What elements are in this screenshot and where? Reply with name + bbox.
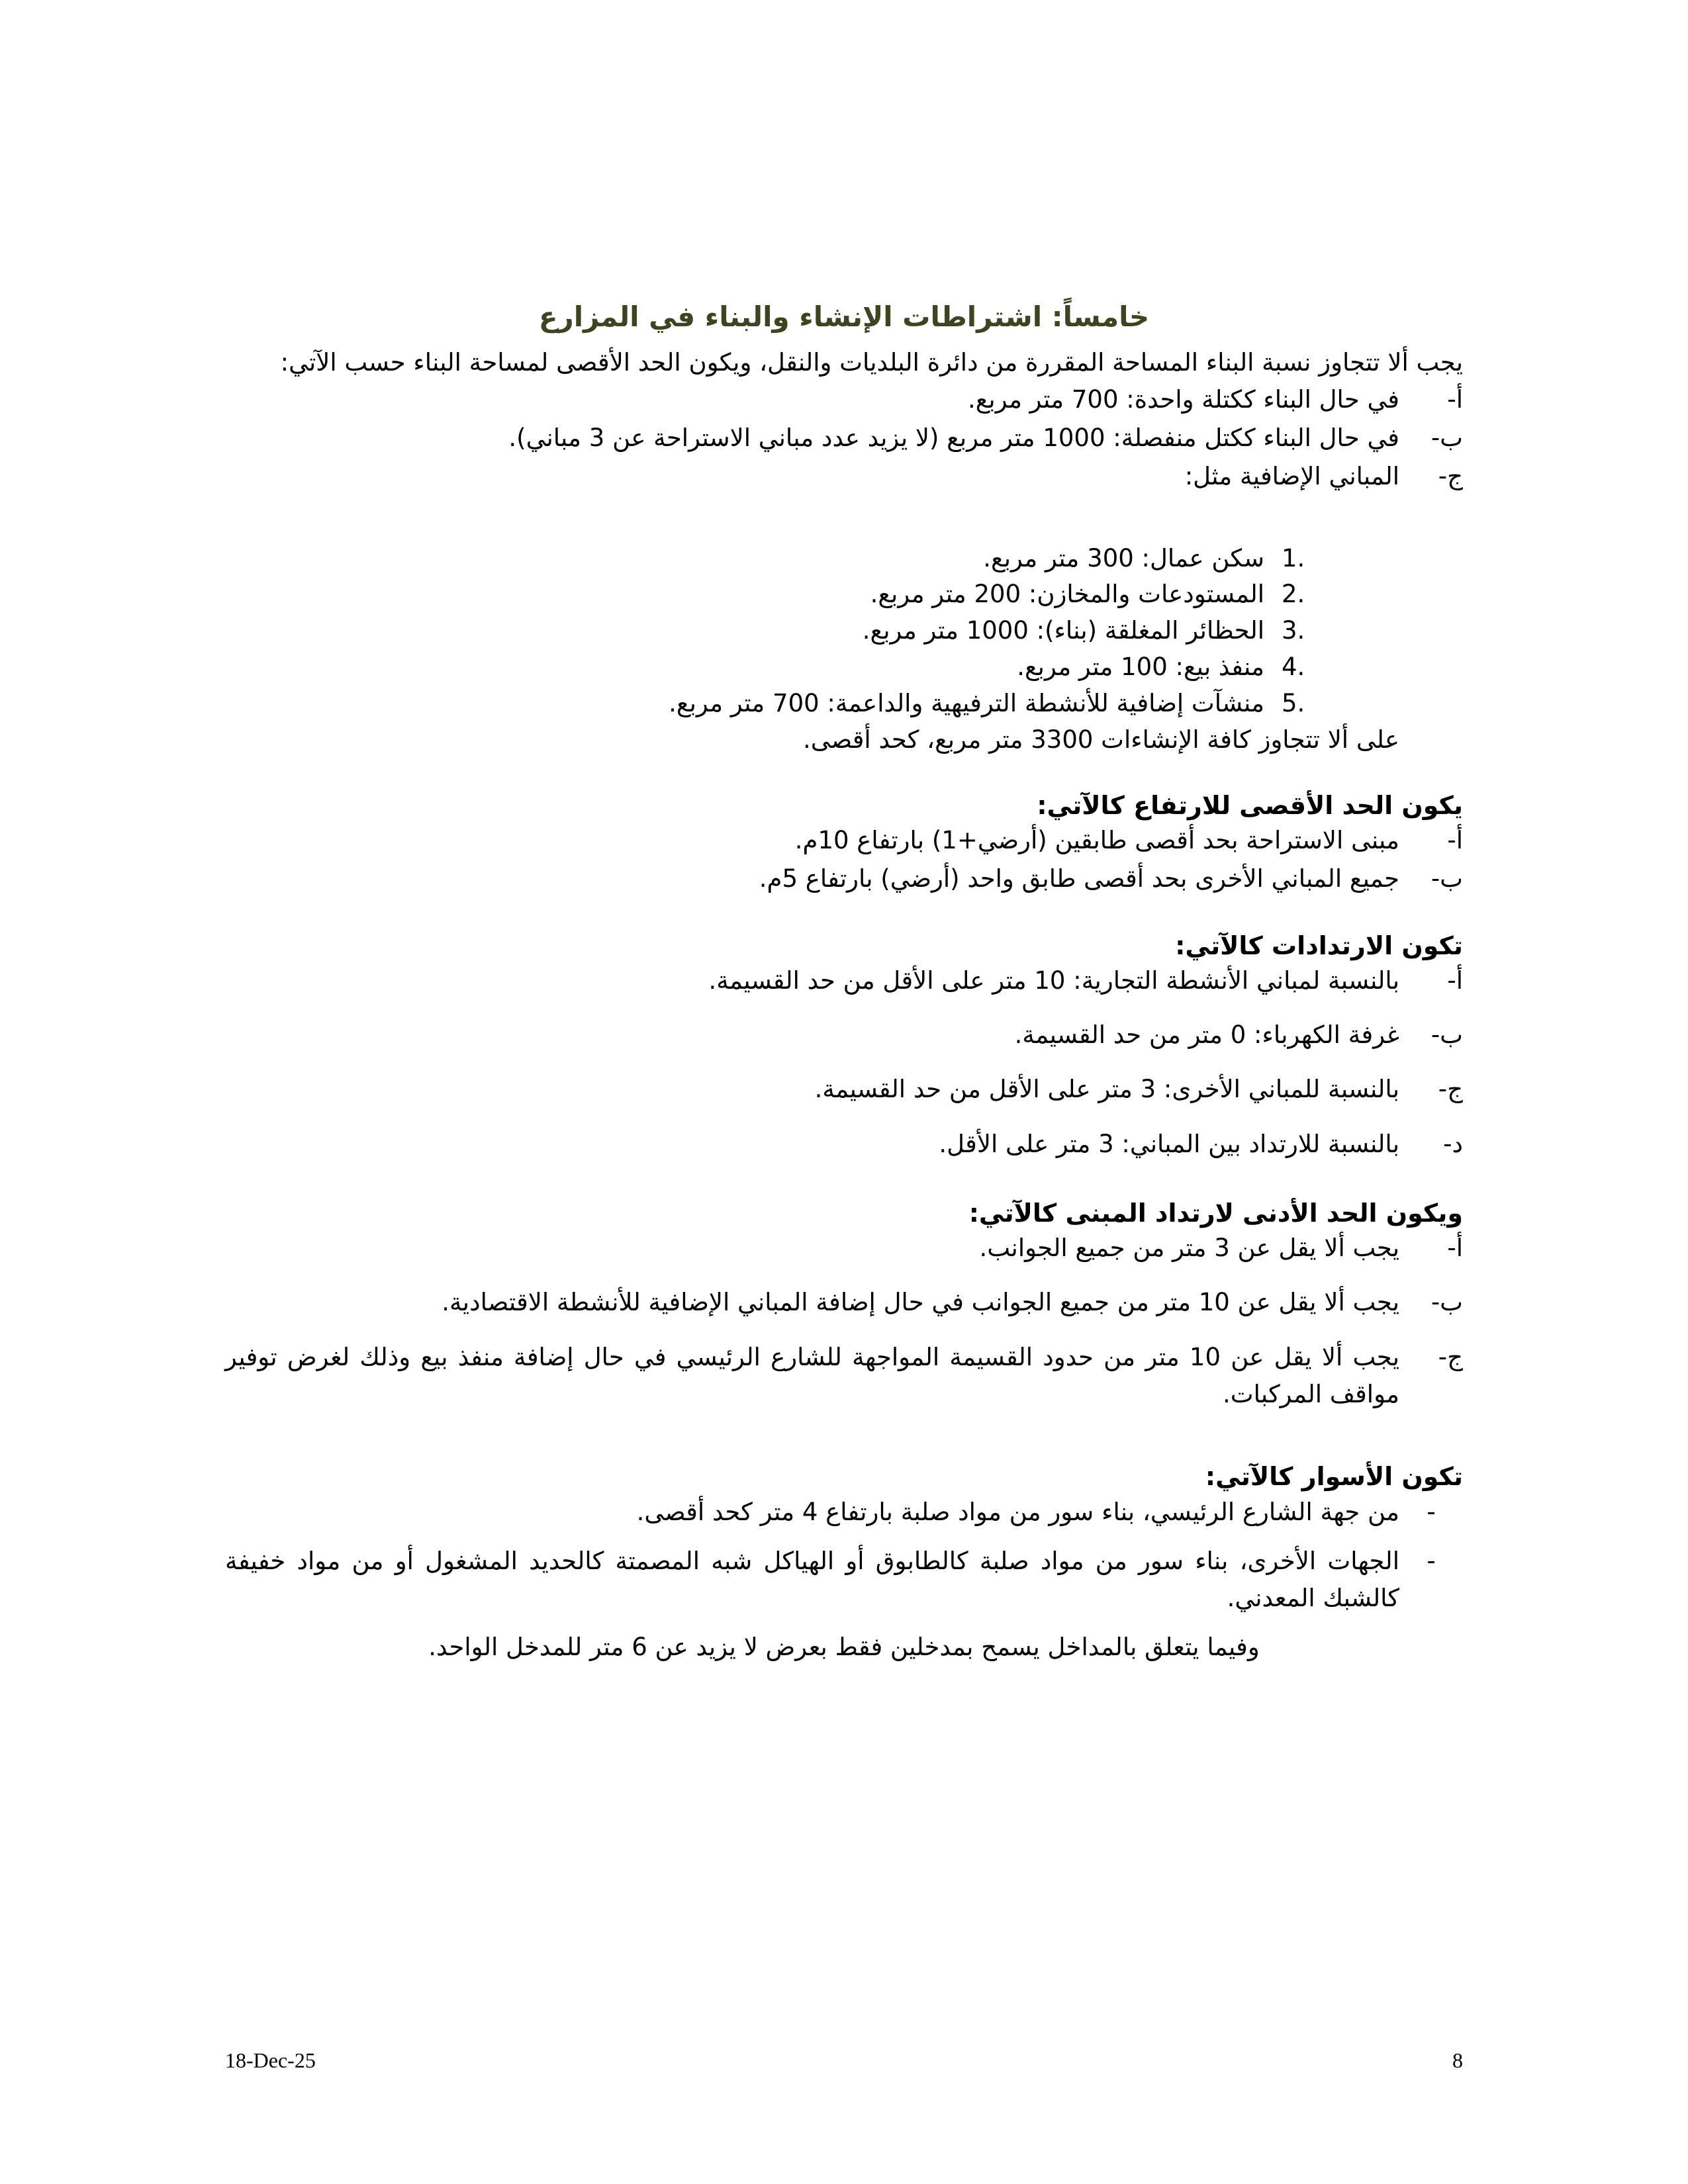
list-number: 4. [1282, 652, 1305, 681]
height-items-list [225, 822, 1463, 897]
list-number: 3. [1282, 616, 1305, 645]
list-marker: أ- [1447, 1234, 1463, 1263]
list-item-text: منفذ بيع: 100 متر مربع. [1017, 652, 1264, 681]
intro-paragraph: يجب ألا تتجاوز نسبة البناء المساحة المقررة من دائرة البلديات والنقل، ويكون الحد الأقصى لمساحة البناء حسب الآتي: [280, 347, 1463, 377]
list-item [225, 541, 1463, 577]
list-item-text: يجب ألا يقل عن 10 متر من حدود القسيمة المواجهة للشارع الرئيسي في حال إضافة منفذ بيع وذلك لغرض توفير مواقف المركبات. [225, 1342, 1399, 1408]
list-item-text: غرفة الكهرباء: 0 متر من حد القسيمة. [1014, 1021, 1399, 1050]
list-marker: ب- [1430, 1288, 1463, 1317]
list-item [225, 860, 1463, 897]
list-item-text: مبنى الاستراحة بحد أقصى طابقين (أرضي+1) بارتفاع 10م. [794, 826, 1399, 855]
list-item [225, 576, 1463, 613]
list-item-text: بالنسبة للمباني الأخرى: 3 متر على الأقل من حد القسيمة. [814, 1075, 1399, 1104]
list-item-text: المباني الإضافية مثل: [1184, 462, 1399, 491]
list-item-text: جميع المباني الأخرى بحد أقصى طابق واحد (أرضي) بارتفاع 5م. [759, 864, 1399, 893]
list-item [225, 1543, 1463, 1617]
spacer [225, 1430, 1463, 1461]
list-item [225, 962, 1463, 999]
list-number: 2. [1282, 580, 1305, 609]
list-item-text: الحظائر المغلقة (بناء): 1000 متر مربع. [862, 616, 1264, 645]
list-marker: أ- [1447, 826, 1463, 855]
height-heading: يكون الحد الأقصى للارتفاع كالآتي: [1037, 790, 1463, 820]
min-setback-items-list [225, 1230, 1463, 1413]
list-item [225, 1126, 1463, 1163]
list-item-text: المستودعات والمخازن: 200 متر مربع. [870, 580, 1264, 609]
list-item [225, 1071, 1463, 1108]
list-number: 1. [1282, 543, 1305, 572]
list-item [225, 1017, 1463, 1054]
spacer [225, 1180, 1463, 1197]
list-item-text: من جهة الشارع الرئيسي، بناء سور من مواد صلبة بارتفاع 4 متر كحد أقصى. [636, 1497, 1399, 1526]
list-marker: - [1427, 1546, 1436, 1575]
list-item [225, 1494, 1463, 1531]
list-item [225, 686, 1463, 722]
list-item-text: منشآت إضافية للأنشطة الترفيهية والداعمة: 700 متر مربع. [669, 688, 1264, 717]
list-item-text: بالنسبة للارتداد بين المباني: 3 متر على الأقل. [939, 1129, 1399, 1158]
list-item-text: بالنسبة لمباني الأنشطة التجارية: 10 متر على الأقل من حد القسيمة. [708, 966, 1399, 995]
list-marker: ج- [1438, 1075, 1463, 1104]
footer-page-number: 8 [1452, 2048, 1463, 2072]
list-item [225, 381, 1463, 418]
area-items-list [225, 381, 1463, 496]
spacer [225, 759, 1463, 790]
list-item [225, 1284, 1463, 1321]
list-marker: ب- [1430, 1021, 1463, 1050]
setbacks-heading: تكون الارتدادات كالآتي: [1175, 931, 1463, 960]
page-footer [225, 2048, 1463, 2073]
walls-heading: تكون الأسوار كالآتي: [1205, 1462, 1463, 1492]
list-item-text: الجهات الأخرى، بناء سور من مواد صلبة كالطابوق أو الهياكل شبه المصمتة كالحديد المشغول أو من مواد خفيفة كالشبك المعدني. [225, 1546, 1399, 1613]
list-marker: د- [1443, 1129, 1463, 1158]
min-setback-heading: ويكون الحد الأدنى لارتداد المبنى كالآتي: [968, 1198, 1463, 1228]
list-marker: ج- [1438, 462, 1463, 491]
list-marker: ب- [1430, 424, 1463, 453]
footer-date: 18-Dec-25 [225, 2048, 316, 2072]
list-item [225, 1230, 1463, 1267]
list-item [225, 420, 1463, 457]
list-marker: أ- [1447, 966, 1463, 995]
setbacks-items-list [225, 962, 1463, 1163]
spacer [225, 497, 1463, 541]
list-marker: أ- [1447, 385, 1463, 414]
walls-items-list [225, 1494, 1463, 1617]
list-marker: ب- [1430, 864, 1463, 893]
list-item [225, 649, 1463, 686]
list-item-text: في حال البناء ككتل منفصلة: 1000 متر مربع (لا يزيد عدد مباني الاستراحة عن 3 مباني). [508, 424, 1399, 453]
list-item [225, 458, 1463, 495]
list-item-text: سكن عمال: 300 متر مربع. [983, 543, 1264, 572]
list-item [225, 1339, 1463, 1413]
list-item [225, 822, 1463, 859]
additional-buildings-note-wrap [225, 721, 1463, 758]
list-item-text: يجب ألا يقل عن 3 متر من جميع الجوانب. [979, 1234, 1399, 1263]
closing-paragraph: وفيما يتعلق بالمداخل يسمح بمدخلين فقط بعرض لا يزيد عن 6 متر للمدخل الواحد. [428, 1633, 1260, 1662]
list-item [225, 613, 1463, 649]
additional-buildings-list [225, 541, 1463, 722]
list-number: 5. [1282, 688, 1305, 717]
page-title: خامساً: اشتراطات الإنشاء والبناء في المزارع [538, 300, 1150, 333]
document-content [225, 299, 1463, 1666]
list-marker: ج- [1438, 1342, 1463, 1371]
list-marker: - [1427, 1497, 1436, 1526]
list-item-text: في حال البناء ككتلة واحدة: 700 متر مربع. [967, 385, 1399, 414]
additional-buildings-note: على ألا تتجاوز كافة الإنشاءات 3300 متر مربع، كحد أقصى. [803, 725, 1399, 754]
list-item-text: يجب ألا يقل عن 10 متر من جميع الجوانب في حال إضافة المباني الإضافية للأنشطة الاقتصادية. [442, 1288, 1399, 1317]
spacer [225, 899, 1463, 930]
